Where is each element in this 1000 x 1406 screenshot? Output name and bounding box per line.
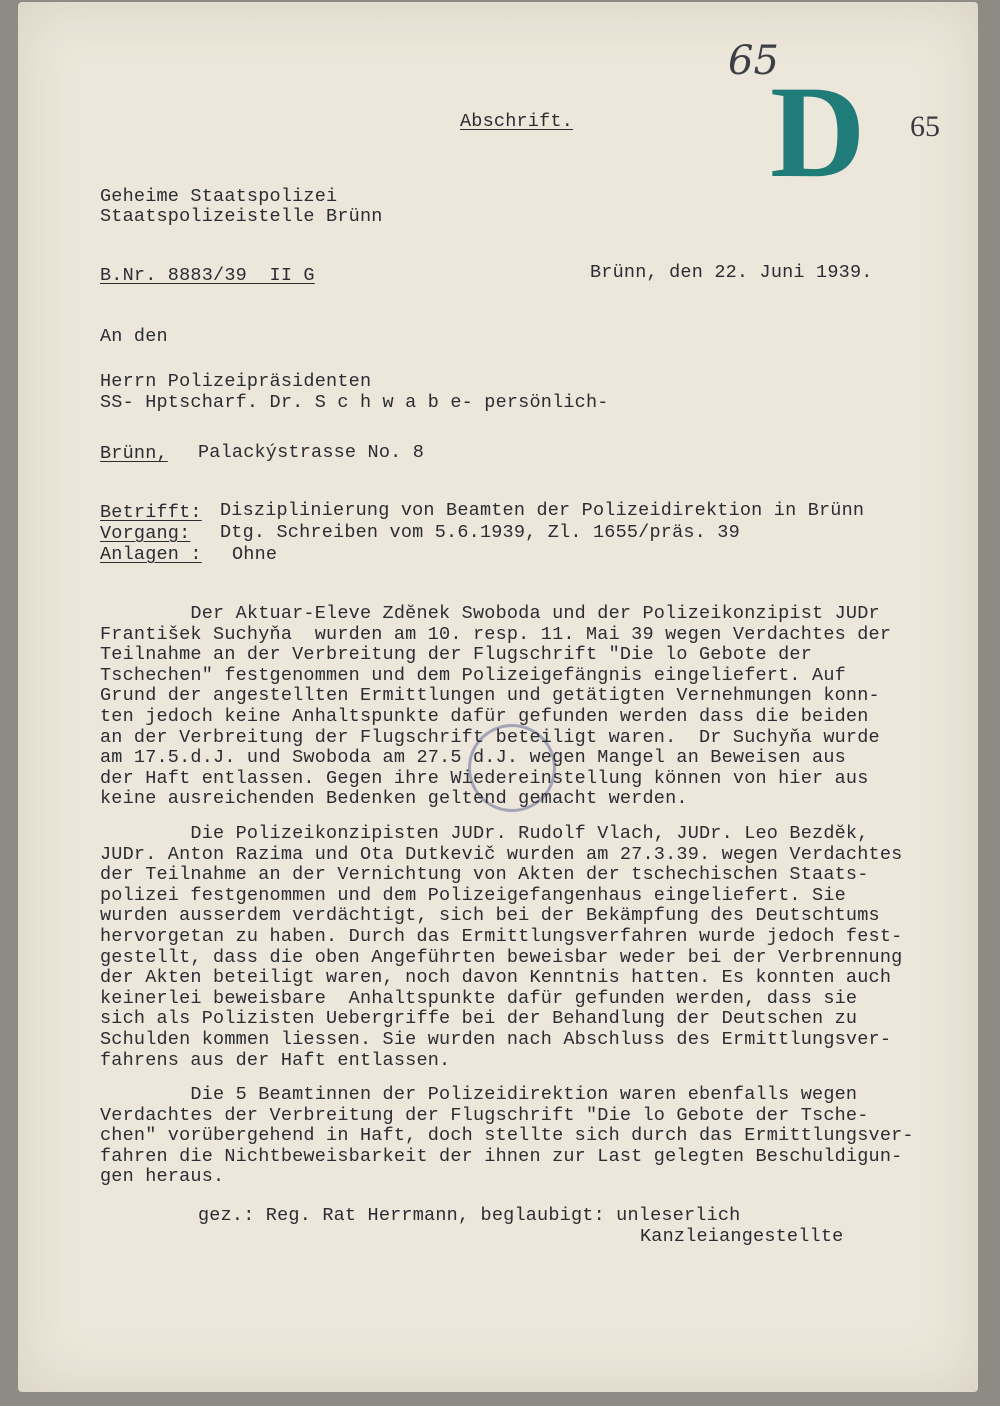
addressee-intro: An den [100,326,168,347]
text-line: der Haft entlassen. Gegen ihre Wiedereinstellung können von hier aus [100,767,869,789]
sender-line-2: Staatspolizeistelle Brünn [100,206,383,227]
text-line: gestellt, dass die oben Angeführten beweisbar weder bei der Verbrennung [100,946,903,968]
text-line: Die Polizeikonzipisten JUDr. Rudolf Vlach, JUDr. Leo Bezdĕk, [100,823,869,844]
text-line: Tschechen" festgenommen und dem Polizeigefängnis eingeliefert. Auf [100,664,846,686]
vorgang-label: Vorgang: [100,523,191,544]
text-line: Die 5 Beamtinnen der Polizeidirektion waren ebenfalls wegen [100,1084,858,1105]
addressee-city: Brünn, [100,443,168,464]
place-date: Brünn, den 22. Juni 1939. [590,262,873,283]
text-line: JUDr. Anton Razima und Ota Dutkevič wurden am 27.3.39. wegen Verdachtes [100,843,903,865]
text-line: der Teilnahme an der Vernichtung von Akten der tschechischen Staats- [100,864,869,886]
text-line: der Akten beteiligt waren, noch davon Kenntnis hatten. Es konnten auch [100,967,892,989]
paragraph-3 [100,1085,914,1188]
vorgang-text: Dtg. Schreiben vom 5.6.1939, Zl. 1655/präs. 39 [220,522,740,543]
text-line: ten jedoch keine Anhaltspunkte dafür gefunden werden dass die beiden [100,705,869,727]
betrifft-text: Disziplinierung von Beamten der Polizeidirektion in Brünn [220,500,865,521]
text-line: polizei festgenommen und dem Polizeigefangenhaus eingeliefert. Sie [100,884,846,906]
anlagen-text: Ohne [232,544,278,565]
text-line: fahrens aus der Haft entlassen. [100,1049,451,1071]
text-line: Grund der angestellten Ermittlungen und getätigten Vernehmungen konn- [100,685,880,707]
text-line: keinerlei beweisbare Anhaltspunkte dafür gefunden werden, dass sie [100,987,858,1009]
text-line: hervorgetan zu haben. Durch das Ermittlungsverfahren wurde jedoch fest- [100,925,903,947]
handwritten-page-number: 65 [728,38,779,84]
page-number: 65 [910,110,940,143]
text-line: Teilnahme an der Verbreitung der Flugschrift "Die lo Gebote der [100,644,813,666]
betrifft-label: Betrifft: [100,502,202,523]
addressee-street: Palackýstrasse No. 8 [198,442,425,463]
signature-title: Kanzleiangestellte [640,1226,844,1247]
addressee-line-1: Herrn Polizeipräsidenten [100,371,372,392]
text-line: an der Verbreitung der Flugschrift beteiligt waren. Dr Suchyňa wurde [100,726,880,748]
text-line: wurden ausserdem verdächtigt, sich bei der Bekämpfung des Deutschtums [100,905,880,927]
text-line: František Suchyňa wurden am 10. resp. 11. Mai 39 wegen Verdachtes der [100,623,892,645]
text-line: Verdachtes der Verbreitung der Flugschrift "Die lo Gebote der Tsche- [100,1104,869,1126]
stamp-letter: D [770,58,866,205]
text-line: fahren die Nichtbeweisbarkeit der ihnen zur Last gelegten Beschuldigun- [100,1145,903,1167]
document-title: Abschrift. [460,111,574,132]
text-line: am 17.5.d.J. und Swoboda am 27.5 d.J. wegen Mangel an Beweisen aus [100,747,846,769]
signature-line: gez.: Reg. Rat Herrmann, beglaubigt: unleserlich [198,1205,741,1226]
anlagen-label: Anlagen : [100,544,202,565]
sender-line-1: Geheime Staatspolizei [100,186,338,207]
addressee-line-2: SS- Hptscharf. Dr. S c h w a b e- persönlich- [100,392,609,413]
text-line: Schulden kommen liessen. Sie wurden nach Abschluss des Ermittlungsver- [100,1028,892,1050]
reference-number: B.Nr. 8883/39 II G [100,265,315,286]
paragraph-1 [100,604,891,810]
paragraph-2 [100,824,902,1071]
text-line: chen" vorübergehend in Haft, doch stellte sich durch das Ermittlungsver- [100,1125,914,1147]
text-line: sich als Polizisten Uebergriffe bei der Behandlung der Deutschen zu [100,1008,858,1030]
text-line: Der Aktuar-Eleve Zdĕnek Swoboda und der Polizeikonzipist JUDr [100,603,880,624]
text-line: keine ausreichenden Bedenken geltend gemacht werden. [100,788,688,810]
text-line: gen heraus. [100,1166,225,1188]
